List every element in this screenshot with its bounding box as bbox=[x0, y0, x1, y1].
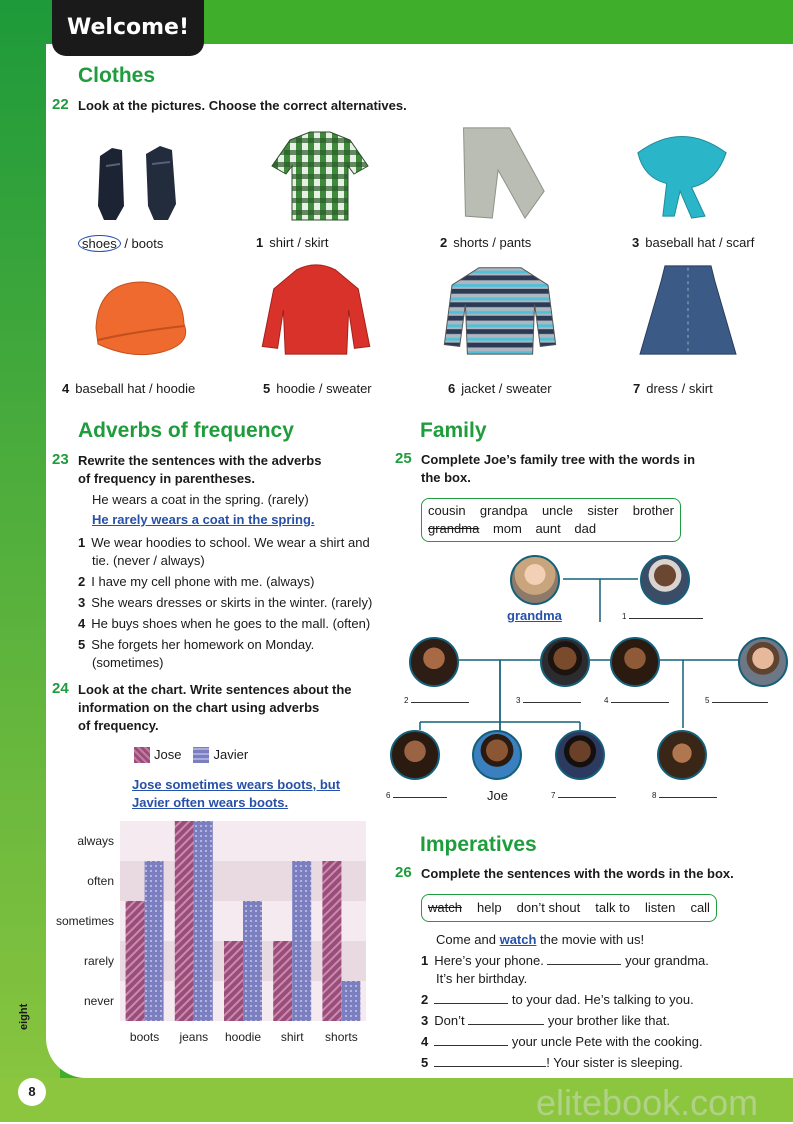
exercise-26-instruction: Complete the sentences with the words in the box. bbox=[421, 866, 734, 881]
answer-blank bbox=[629, 618, 703, 619]
item-number: 2 bbox=[421, 992, 429, 1007]
frequency-chart bbox=[50, 815, 380, 1045]
instruction-line: Complete Joe’s family tree with the words in bbox=[421, 452, 696, 467]
item-text: dress / skirt bbox=[646, 381, 713, 396]
answer-blank bbox=[434, 1045, 508, 1046]
item-text-continued: It’s her birthday. bbox=[436, 971, 528, 986]
legend-label-javier: Javier bbox=[213, 747, 249, 762]
bar-javier-boots bbox=[145, 861, 164, 1021]
skirt-image bbox=[628, 262, 748, 358]
imperatives-item-1 bbox=[421, 952, 709, 988]
answer-blank bbox=[659, 797, 717, 798]
example-answer: watch bbox=[499, 932, 537, 947]
adverbs-item-4 bbox=[78, 615, 370, 633]
item-text: ! Your sister is sleeping. bbox=[546, 1055, 683, 1070]
item-text: Don’t bbox=[434, 1013, 469, 1028]
family-blank-1 bbox=[622, 612, 703, 621]
item-text: shorts / pants bbox=[453, 235, 532, 250]
family-answer-grandma: grandma bbox=[507, 608, 562, 623]
uncle-portrait bbox=[738, 637, 788, 687]
pants-image bbox=[440, 124, 560, 220]
instruction-line: the box. bbox=[421, 470, 471, 485]
word-dont-shout: don’t shout bbox=[516, 900, 581, 915]
clothes-item-4 bbox=[62, 381, 195, 396]
chart-band bbox=[120, 821, 366, 861]
blank-number: 1 bbox=[622, 612, 627, 621]
word-grandma-crossed: grandma bbox=[428, 521, 480, 536]
exercise-25-number: 25 bbox=[395, 450, 412, 467]
page-number: 8 bbox=[18, 1078, 46, 1106]
imperatives-heading: Imperatives bbox=[420, 833, 537, 856]
item-number: 1 bbox=[78, 535, 86, 550]
circled-answer: shoes bbox=[78, 235, 121, 252]
mom-portrait bbox=[610, 637, 660, 687]
y-tick-label: always bbox=[77, 834, 114, 848]
word-grandpa: grandpa bbox=[479, 503, 528, 518]
item-number: 3 bbox=[632, 235, 640, 250]
answer-blank bbox=[393, 797, 447, 798]
blank-number: 7 bbox=[551, 791, 556, 800]
exercise-26-number: 26 bbox=[395, 864, 412, 881]
watermark: elitebook.com bbox=[536, 1082, 759, 1123]
shoes-image bbox=[82, 126, 202, 222]
x-tick-label: shirt bbox=[280, 1030, 304, 1044]
clothes-item-2 bbox=[440, 235, 531, 250]
answer-blank bbox=[468, 1024, 544, 1025]
family-blank-5 bbox=[705, 696, 768, 705]
word-uncle: uncle bbox=[541, 503, 574, 518]
answer-line: Javier often wears boots. bbox=[132, 795, 289, 810]
item-text: hoodie / sweater bbox=[276, 381, 372, 396]
family-blank-3 bbox=[516, 696, 581, 705]
item-number: 2 bbox=[440, 235, 448, 250]
family-blank-6 bbox=[386, 791, 447, 800]
item-number: 1 bbox=[421, 953, 429, 968]
instruction-line: of frequency in parentheses. bbox=[78, 471, 255, 486]
bar-jose-jeans bbox=[175, 821, 194, 1021]
legend-label-jose: Jose bbox=[154, 747, 182, 762]
answer-blank bbox=[523, 702, 581, 703]
clothes-item-3 bbox=[632, 235, 754, 250]
joe-portrait bbox=[472, 730, 522, 780]
joe-label: Joe bbox=[487, 788, 508, 803]
word-box-row-2 bbox=[428, 520, 674, 538]
exercise-24-number: 24 bbox=[52, 680, 69, 697]
exercise-24-answer bbox=[132, 776, 340, 812]
instruction-line: information on the chart using adverbs bbox=[78, 700, 320, 715]
x-tick-label: hoodie bbox=[224, 1030, 262, 1044]
exercise-26-example bbox=[436, 931, 644, 949]
item-number: 1 bbox=[256, 235, 264, 250]
exercise-24-instruction bbox=[78, 681, 352, 735]
item-number: 2 bbox=[78, 574, 86, 589]
answer-blank bbox=[434, 1003, 508, 1004]
exercise-23-instruction bbox=[78, 452, 321, 488]
dad-portrait bbox=[540, 637, 590, 687]
item-text: She forgets her homework on Monday. bbox=[91, 637, 315, 652]
word-box-row-1 bbox=[428, 502, 674, 520]
clothes-item-7 bbox=[633, 381, 713, 396]
hoodie-image bbox=[256, 262, 376, 358]
item-number: 7 bbox=[633, 381, 641, 396]
bar-jose-hoodie bbox=[224, 941, 243, 1021]
imperatives-word-box bbox=[421, 894, 717, 922]
chart-legend bbox=[134, 746, 248, 764]
grandma-portrait bbox=[510, 555, 560, 605]
item-number: 4 bbox=[78, 616, 86, 631]
item-text: to your dad. He’s talking to you. bbox=[508, 992, 694, 1007]
x-tick-label: jeans bbox=[179, 1030, 209, 1044]
answer-blank bbox=[434, 1066, 546, 1067]
imperatives-item-3 bbox=[421, 1012, 670, 1030]
item-text: your grandma. bbox=[621, 953, 709, 968]
family-blank-7 bbox=[551, 791, 616, 800]
x-tick-label: boots bbox=[129, 1030, 160, 1044]
item-text: your uncle Pete with the cooking. bbox=[508, 1034, 703, 1049]
bar-jose-shorts bbox=[322, 861, 341, 1021]
answer-blank bbox=[611, 702, 669, 703]
exercise-25-instruction bbox=[421, 451, 695, 487]
family-blank-8 bbox=[652, 791, 717, 800]
adverbs-heading: Adverbs of frequency bbox=[78, 419, 294, 442]
clothes-item-5 bbox=[263, 381, 372, 396]
bar-javier-shirt bbox=[292, 861, 311, 1021]
word-talk-to: talk to bbox=[595, 900, 630, 915]
item-number: 4 bbox=[62, 381, 70, 396]
imperatives-item-4 bbox=[421, 1033, 703, 1051]
item-text: jacket / sweater bbox=[461, 381, 552, 396]
legend-swatch-javier bbox=[193, 747, 209, 763]
cousin-boy-portrait bbox=[657, 730, 707, 780]
family-blank-4 bbox=[604, 696, 669, 705]
cousin-girl-portrait bbox=[390, 730, 440, 780]
word-brother: brother bbox=[632, 503, 674, 518]
sweater-image bbox=[440, 262, 560, 358]
y-tick-label: sometimes bbox=[55, 914, 114, 928]
exercise-23-example: He wears a coat in the spring. (rarely) bbox=[92, 492, 309, 507]
word-cousin: cousin bbox=[428, 503, 466, 518]
clothes-heading: Clothes bbox=[78, 64, 156, 87]
example-text: Come and bbox=[436, 932, 500, 947]
blank-number: 3 bbox=[516, 696, 521, 705]
word-dad: dad bbox=[574, 521, 597, 536]
item-number: 5 bbox=[421, 1055, 429, 1070]
y-tick-label: rarely bbox=[83, 954, 114, 968]
blank-number: 6 bbox=[386, 791, 391, 800]
bar-jose-shirt bbox=[273, 941, 292, 1021]
answer-blank bbox=[411, 702, 469, 703]
y-tick-label: never bbox=[83, 994, 114, 1008]
brother-portrait bbox=[555, 730, 605, 780]
word-mom: mom bbox=[492, 521, 522, 536]
family-word-box bbox=[421, 498, 681, 542]
blank-number: 5 bbox=[705, 696, 710, 705]
unit-title: Welcome! bbox=[52, 0, 204, 56]
item-number: 5 bbox=[78, 637, 86, 652]
aunt-portrait bbox=[409, 637, 459, 687]
item-text: Here’s your phone. bbox=[434, 953, 548, 968]
item-text: baseball hat / hoodie bbox=[75, 381, 196, 396]
bar-jose-boots bbox=[126, 901, 145, 1021]
item-number: 3 bbox=[78, 595, 86, 610]
item-text: We wear hoodies to school. We wear a shirt and bbox=[91, 535, 370, 550]
answer-blank bbox=[547, 964, 621, 965]
choice-alternative: boots bbox=[131, 236, 164, 251]
clothes-item-0 bbox=[78, 235, 163, 252]
scarf-image bbox=[622, 124, 742, 220]
example-text: the movie with us! bbox=[536, 932, 645, 947]
exercise-22-instruction: Look at the pictures. Choose the correct alternatives. bbox=[78, 98, 407, 113]
item-text: He buys shoes when he goes to the mall. (often) bbox=[91, 616, 371, 631]
x-tick-label: shorts bbox=[325, 1030, 358, 1044]
legend-swatch-jose bbox=[134, 747, 150, 763]
page-word: eight bbox=[18, 1003, 30, 1030]
imperatives-item-5 bbox=[421, 1054, 683, 1072]
adverbs-item-3 bbox=[78, 594, 372, 612]
adverbs-item-5 bbox=[78, 636, 314, 672]
word-sister: sister bbox=[587, 503, 619, 518]
exercise-22-number: 22 bbox=[52, 96, 69, 113]
instruction-line: Look at the chart. Write sentences about the bbox=[78, 682, 352, 697]
answer-line: Jose sometimes wears boots, but bbox=[132, 777, 341, 792]
item-text: baseball hat / scarf bbox=[645, 235, 755, 250]
item-text: I have my cell phone with me. (always) bbox=[91, 574, 315, 589]
item-text-continued: tie. (never / always) bbox=[92, 553, 205, 568]
shirt-image bbox=[260, 126, 380, 222]
clothes-item-1 bbox=[256, 235, 328, 250]
item-number: 6 bbox=[448, 381, 456, 396]
item-text: your brother like that. bbox=[544, 1013, 670, 1028]
exercise-23-example-answer: He rarely wears a coat in the spring. bbox=[92, 512, 315, 527]
instruction-line: Rewrite the sentences with the adverbs bbox=[78, 453, 322, 468]
imperatives-item-2 bbox=[421, 991, 694, 1009]
exercise-23-number: 23 bbox=[52, 451, 69, 468]
baseball-hat-image bbox=[82, 268, 202, 364]
blank-number: 4 bbox=[604, 696, 609, 705]
word-aunt: aunt bbox=[535, 521, 561, 536]
item-number: 4 bbox=[421, 1034, 429, 1049]
word-listen: listen bbox=[645, 900, 676, 915]
adverbs-item-2 bbox=[78, 573, 315, 591]
y-tick-label: often bbox=[87, 874, 114, 888]
answer-blank bbox=[558, 797, 616, 798]
instruction-line: of frequency. bbox=[78, 718, 159, 733]
item-text: She wears dresses or skirts in the winter. (rarely) bbox=[91, 595, 373, 610]
bar-javier-jeans bbox=[194, 821, 213, 1021]
item-number: 3 bbox=[421, 1013, 429, 1028]
bar-javier-shorts bbox=[341, 981, 360, 1021]
family-blank-2 bbox=[404, 696, 469, 705]
clothes-item-6 bbox=[448, 381, 552, 396]
blank-number: 8 bbox=[652, 791, 657, 800]
item-text-continued: (sometimes) bbox=[92, 655, 164, 670]
item-text: shirt / skirt bbox=[269, 235, 329, 250]
word-watch-crossed: watch bbox=[428, 900, 462, 915]
adverbs-item-1 bbox=[78, 534, 370, 570]
word-call: call bbox=[690, 900, 710, 915]
answer-blank bbox=[712, 702, 768, 703]
family-heading: Family bbox=[420, 419, 487, 442]
item-number: 5 bbox=[263, 381, 271, 396]
blank-number: 2 bbox=[404, 696, 409, 705]
choice-separator: / bbox=[120, 236, 132, 251]
grandpa-portrait bbox=[640, 555, 690, 605]
word-help: help bbox=[477, 900, 502, 915]
bar-javier-hoodie bbox=[243, 901, 262, 1021]
